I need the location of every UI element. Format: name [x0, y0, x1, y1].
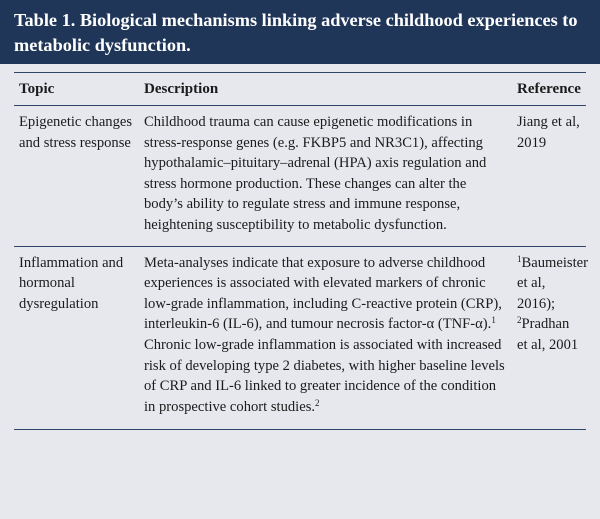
table-title-line-1: Table 1. Biological mechanisms linking adverse childhood experiences to: [14, 10, 578, 30]
mechanisms-table: [14, 72, 586, 430]
row-2-reference: [512, 246, 586, 430]
reference-1-text: Baumeister et al, 2016);: [517, 254, 588, 312]
table-title: [0, 0, 600, 64]
row-1-description: Childhood trauma can cause epigenetic modifications in stress-response genes (e.g. FKBP5 and NR3C1), affecting hypothalamic–pituitary–adrenal (HPA) axis regulation and stress hormone production. These changes can alter the body’s ability to regulate stress and immune response, heightening susceptibility to metabolic dysfunction.: [139, 106, 512, 247]
reference-2-text: Pradhan et al, 2001: [517, 316, 579, 353]
footnote-marker-1: 1: [491, 315, 496, 326]
row-2-description: [139, 246, 512, 430]
table-header-row: [14, 73, 586, 106]
table-row: [14, 246, 586, 430]
row-2-description-part-1: Meta-analyses indicate that exposure to adverse childhood experiences is associated with elevated markers of chronic low-grade inflammation, including C-reactive protein (CRP), interleukin-6 (IL-6), and tumour necrosis factor-α (TNF-α).: [144, 254, 502, 333]
reference-2-marker: 2: [517, 315, 522, 326]
table-title-line-2: metabolic dysfunction.: [14, 34, 191, 55]
footnote-marker-2: 2: [315, 397, 320, 408]
row-2-topic: Inflammation and hormonal dysregulation: [14, 246, 139, 430]
row-1-reference: Jiang et al, 2019: [512, 106, 586, 247]
reference-1-marker: 1: [517, 253, 522, 264]
header-description: Description: [139, 73, 512, 106]
row-1-topic: Epigenetic changes and stress response: [14, 106, 139, 247]
table-row: [14, 106, 586, 247]
reference-2: [517, 314, 580, 355]
reference-1: [517, 253, 588, 315]
header-topic: Topic: [14, 73, 139, 106]
row-2-description-part-2: Chronic low-grade inflammation is associated with increased risk of developing type 2 diabetes, with higher baseline levels of CRP and IL-6 linked to greater incidence of the condition in prospective cohort studies.: [144, 336, 505, 415]
header-reference: Reference: [512, 73, 586, 106]
